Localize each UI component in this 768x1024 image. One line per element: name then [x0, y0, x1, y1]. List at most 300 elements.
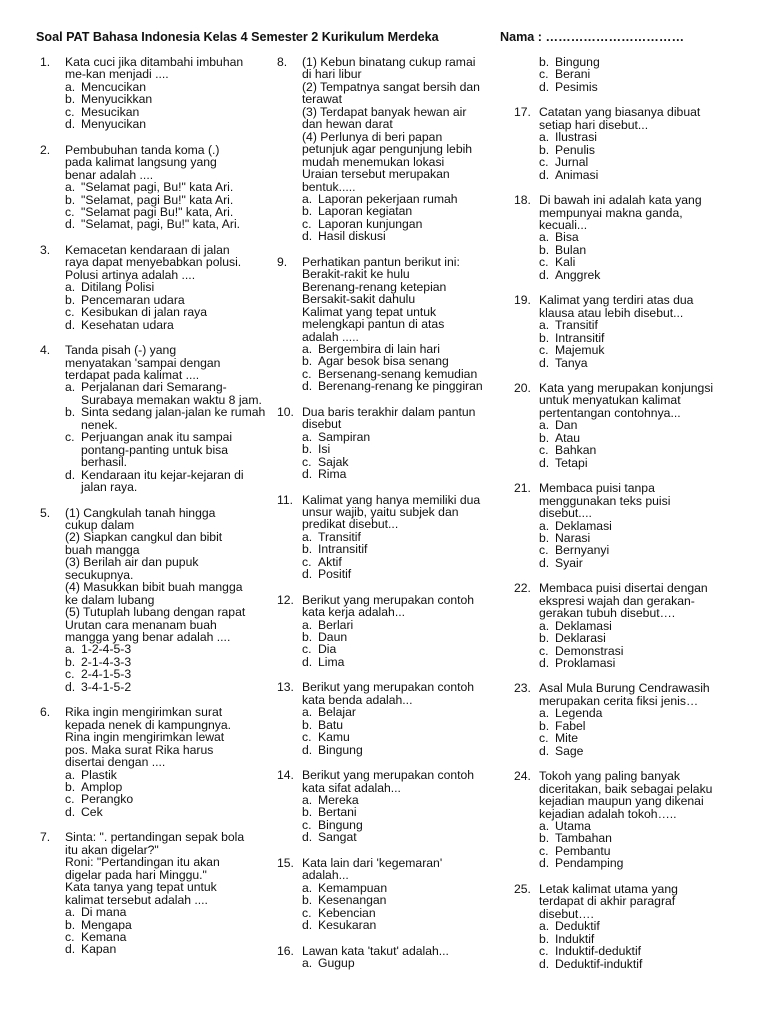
- option-text: Bersenang-senang kemudian: [318, 366, 478, 381]
- option-letter: c.: [65, 930, 75, 944]
- question-12: [277, 594, 503, 669]
- option-letter: a.: [302, 529, 313, 544]
- option-letter: d.: [65, 317, 76, 332]
- question-text-line: Uraian tersebut merupakan: [302, 167, 450, 182]
- option-letter: d.: [302, 742, 313, 757]
- question-4: [40, 344, 266, 493]
- question-text-line: Urutan cara menanam buah: [65, 617, 217, 632]
- option-letter: c.: [539, 731, 549, 746]
- answer-option: [539, 457, 744, 469]
- option-letter: d.: [302, 830, 313, 845]
- option-text: Batu: [318, 717, 344, 732]
- question-text-line: adalah .....: [302, 329, 359, 344]
- option-letter: b.: [539, 330, 550, 345]
- option-letter: a.: [539, 418, 550, 433]
- question-2: [40, 144, 266, 231]
- option-letter: b.: [539, 55, 550, 69]
- option-letter: a.: [65, 642, 76, 657]
- question-text-line: pada kalimat langsung yang: [65, 155, 217, 170]
- question-17: [514, 106, 744, 181]
- answer-options: [302, 193, 503, 243]
- question-text-line: buah mangga: [65, 542, 140, 557]
- question-text-line: adalah...: [302, 868, 349, 883]
- question-text-line: Dua baris terakhir dalam pantun: [302, 404, 476, 419]
- question-text-line: digelar pada hari Minggu.": [65, 867, 207, 882]
- option-text: Bulan: [555, 242, 587, 257]
- answer-options: [65, 769, 266, 819]
- option-letter: c.: [65, 792, 75, 807]
- option-letter: a.: [539, 706, 550, 721]
- question-text-line: me-kan menjadi ....: [65, 67, 169, 82]
- option-letter: d.: [302, 567, 313, 582]
- question-column-3: [514, 56, 744, 983]
- question-text-line: Lawan kata 'takut' adalah...: [302, 943, 449, 958]
- question-number: 2.: [40, 142, 51, 157]
- option-letter: a.: [302, 191, 313, 206]
- answer-options: [539, 131, 744, 181]
- question-text-line: Kata tanya yang tepat untuk: [65, 880, 217, 895]
- option-letter: d.: [302, 654, 313, 669]
- option-letter: a.: [539, 819, 550, 834]
- question-text-line: secukupnya.: [65, 567, 134, 582]
- question-text-line: Tokoh yang paling banyak: [539, 769, 680, 784]
- question-text-line: Sinta: ". pertandingan sepak bola: [65, 830, 245, 845]
- option-text: Utama: [555, 819, 591, 834]
- option-letter: a.: [65, 180, 76, 195]
- option-letter: b.: [539, 430, 550, 445]
- question-number: 22.: [514, 581, 531, 596]
- option-text: Sajak: [318, 454, 349, 469]
- option-letter: b.: [539, 931, 550, 946]
- question-text-line: dan hewan darat: [302, 117, 393, 132]
- question-text-line: kecuali...: [539, 217, 588, 232]
- option-letter: c.: [539, 944, 549, 959]
- question-text-line: unsur wajib, yaitu subjek dan: [302, 504, 459, 519]
- option-letter: d.: [65, 117, 76, 132]
- option-text: "Selamat pagi, Bu!" kata Ari.: [81, 180, 234, 195]
- option-letter: c.: [302, 642, 312, 657]
- option-letter: c.: [302, 216, 312, 231]
- question-text-line: Kalimat yang hanya memiliki dua: [302, 492, 481, 507]
- option-letter: a.: [65, 79, 76, 94]
- question-text-line: untuk menyatukan kalimat: [539, 393, 681, 408]
- option-letter: d.: [539, 555, 550, 570]
- option-letter: d.: [539, 79, 550, 94]
- option-text: 2-1-4-3-3: [81, 654, 132, 669]
- answer-options: [302, 343, 503, 393]
- option-letter: c.: [302, 454, 312, 469]
- question-14: [277, 769, 503, 844]
- option-letter: d.: [539, 267, 550, 282]
- question-text-line: Kata cuci jika ditambahi imbuhan: [65, 55, 244, 69]
- option-text: Kesukaran: [318, 918, 377, 933]
- question-text-line: mangga yang benar adalah ....: [65, 630, 231, 645]
- option-letter: c.: [539, 343, 549, 358]
- answer-options: [539, 920, 744, 970]
- question-text-line: Di bawah ini adalah kata yang: [539, 193, 702, 208]
- answer-option: [302, 831, 503, 843]
- question-text-line: Letak kalimat utama yang: [539, 881, 678, 896]
- option-text: Pesimis: [555, 79, 598, 94]
- option-text: Agar besok bisa senang: [318, 354, 449, 369]
- option-letter: c.: [539, 67, 549, 82]
- question-text-line: (4) Perlunya di beri papan: [302, 129, 443, 144]
- option-text: Kendaraan itu kejar-kejaran di jalan raya.: [81, 467, 244, 495]
- question-number: 5.: [40, 505, 51, 520]
- question-number: 7.: [40, 830, 51, 845]
- question-number: 16.: [277, 943, 294, 958]
- option-letter: b.: [539, 142, 550, 157]
- option-text: Belajar: [318, 705, 356, 720]
- option-text: Pendamping: [555, 856, 624, 871]
- answer-options: [539, 707, 744, 757]
- option-text: Kamu: [318, 730, 350, 745]
- answer-option: [539, 557, 744, 569]
- option-text: Kemana: [81, 930, 127, 944]
- answer-option: [302, 568, 503, 580]
- answer-options: [539, 56, 744, 93]
- option-letter: d.: [302, 379, 313, 394]
- option-text: 1-2-4-5-3: [81, 642, 132, 657]
- option-letter: b.: [302, 204, 313, 219]
- question-text-line: petunjuk agar pengunjung lebih: [302, 142, 473, 157]
- question-21: [514, 482, 744, 569]
- question-text-line: Tanda pisah (-) yang: [65, 343, 177, 358]
- question-text-line: kata kerja adalah...: [302, 605, 405, 620]
- question-text-line: menyatakan 'sampai dengan: [65, 355, 221, 370]
- question-text-line: raya dapat menyebabkan polusi.: [65, 255, 242, 270]
- option-letter: a.: [65, 905, 76, 920]
- option-letter: c.: [302, 366, 312, 381]
- question-text-line: (3) Terdapat banyak hewan air: [302, 104, 467, 119]
- answer-options: [65, 281, 266, 331]
- question-text-line: kalimat tersebut adalah ....: [65, 892, 208, 907]
- question-19: [514, 294, 744, 369]
- option-text: Induktif-deduktif: [555, 944, 642, 959]
- question-number: 11.: [277, 492, 294, 507]
- question-13: [277, 681, 503, 756]
- option-text: Di mana: [81, 905, 127, 920]
- question-text-line: (1) Cangkulah tanah hingga: [65, 505, 216, 520]
- answer-options: [65, 181, 266, 231]
- answer-options: [65, 381, 266, 493]
- option-text: Induktif: [555, 931, 595, 946]
- answer-option: [539, 958, 744, 970]
- option-text: Perjuangan anak itu sampai pontang-panting untuk bisa berhasil.: [81, 430, 233, 470]
- option-letter: b.: [539, 530, 550, 545]
- question-continued: [514, 56, 744, 93]
- question-text-line: Berakit-rakit ke hulu: [302, 267, 410, 282]
- question-text-line: disebut: [302, 417, 342, 432]
- question-text-line: Kata lain dari 'kegemaran': [302, 855, 443, 870]
- question-number: 8.: [277, 55, 288, 69]
- option-text: Mite: [555, 731, 579, 746]
- option-text: Anggrek: [555, 267, 601, 282]
- option-letter: c.: [302, 554, 312, 569]
- option-text: Kesibukan di jalan raya: [81, 305, 208, 320]
- option-letter: a.: [302, 705, 313, 720]
- question-text-line: kejadian adalah tokoh…..: [539, 806, 677, 821]
- answer-option: [65, 319, 266, 331]
- option-text: 2-4-1-5-3: [81, 667, 132, 682]
- option-letter: b.: [539, 831, 550, 846]
- answer-option: [539, 657, 744, 669]
- question-text-line: Berikut yang merupakan contoh: [302, 680, 475, 695]
- option-text: Intransitif: [318, 542, 368, 557]
- question-text-line: terawat: [302, 92, 342, 107]
- question-3: [40, 244, 266, 331]
- option-text: Bisa: [555, 230, 579, 245]
- option-letter: d.: [65, 217, 76, 232]
- option-letter: b.: [539, 718, 550, 733]
- question-11: [277, 494, 503, 581]
- answer-option: [539, 357, 744, 369]
- answer-options: [539, 620, 744, 670]
- question-text-line: di hari libur: [302, 67, 362, 82]
- option-letter: c.: [539, 643, 549, 658]
- option-text: Tambahan: [555, 831, 612, 846]
- option-text: Rima: [318, 467, 347, 482]
- question-text-line: Perhatikan pantun berikut ini:: [302, 254, 460, 269]
- option-letter: a.: [65, 380, 76, 395]
- option-letter: d.: [539, 856, 550, 871]
- answer-option: [65, 381, 266, 406]
- answer-option: [302, 431, 503, 443]
- option-letter: c.: [65, 667, 75, 682]
- option-text: "Selamat, pagi Bu!" kata Ari.: [81, 192, 234, 207]
- option-text: Bingung: [318, 742, 363, 757]
- question-25: [514, 883, 744, 970]
- option-letter: b.: [65, 292, 76, 307]
- question-number: 15.: [277, 855, 294, 870]
- answer-options: [302, 531, 503, 581]
- option-text: Proklamasi: [555, 656, 616, 671]
- option-letter: a.: [65, 280, 76, 295]
- option-letter: b.: [302, 717, 313, 732]
- answer-options: [65, 906, 266, 956]
- question-text-line: disebut....: [539, 506, 592, 521]
- option-letter: b.: [302, 354, 313, 369]
- question-text-line: mudah menemukan lokasi: [302, 154, 445, 169]
- answer-option: [65, 118, 266, 130]
- option-text: Berani: [555, 67, 591, 82]
- question-text-line: diceritakan, baik sebagai pelaku: [539, 781, 713, 796]
- option-text: Aktif: [318, 554, 342, 569]
- question-text-line: cukup dalam: [65, 517, 135, 532]
- option-text: Tetapi: [555, 455, 588, 470]
- question-text-line: Kemacetan kendaraan di jalan: [65, 242, 230, 257]
- answer-option: [539, 269, 744, 281]
- option-text: Kapan: [81, 942, 117, 957]
- answer-option: [65, 431, 266, 468]
- option-text: Menyucikkan: [81, 92, 153, 107]
- question-text-line: ke dalam lubang: [65, 592, 155, 607]
- option-letter: d.: [539, 167, 550, 182]
- question-text-line: Roni: "Pertandingan itu akan: [65, 855, 220, 870]
- question-text-line: Catatan yang biasanya dibuat: [539, 105, 701, 120]
- option-letter: c.: [65, 305, 75, 320]
- option-text: Bingung: [318, 817, 363, 832]
- question-number: 6.: [40, 705, 51, 720]
- option-text: Atau: [555, 430, 581, 445]
- question-text-line: Kalimat yang terdiri atas dua: [539, 293, 694, 308]
- option-letter: c.: [539, 843, 549, 858]
- option-text: Laporan kunjungan: [318, 216, 423, 231]
- answer-option: [302, 919, 503, 931]
- answer-option: [302, 957, 503, 969]
- option-letter: b.: [539, 242, 550, 257]
- question-text-line: Pembubuhan tanda koma (.): [65, 142, 220, 157]
- question-8: [277, 56, 503, 243]
- option-text: Ilustrasi: [555, 130, 597, 145]
- answer-option: [539, 81, 744, 93]
- question-number: 9.: [277, 254, 288, 269]
- question-text-line: merupakan cerita fiksi jenis…: [539, 693, 699, 708]
- option-text: Pencemaran udara: [81, 292, 185, 307]
- option-text: "Selamat, pagi, Bu!" kata, Ari.: [81, 217, 241, 232]
- option-text: Ditilang Polisi: [81, 280, 155, 295]
- question-text-line: Berikut yang merupakan contoh: [302, 592, 475, 607]
- option-text: Intransitif: [555, 330, 605, 345]
- option-letter: d.: [539, 355, 550, 370]
- option-letter: d.: [65, 679, 76, 694]
- question-5: [40, 507, 266, 694]
- option-text: Dan: [555, 418, 578, 433]
- option-text: Dia: [318, 642, 337, 657]
- option-text: Majemuk: [555, 343, 605, 358]
- option-letter: a.: [539, 318, 550, 333]
- question-number: 21.: [514, 481, 531, 496]
- answer-options: [302, 619, 503, 669]
- option-text: Syair: [555, 555, 583, 570]
- name-field: [500, 29, 684, 45]
- question-text-line: terdapat pada kalimat ....: [65, 367, 200, 382]
- option-letter: c.: [539, 155, 549, 170]
- question-text-line: Membaca puisi disertai dengan: [539, 581, 708, 596]
- option-text: Kebencian: [318, 905, 376, 920]
- option-letter: b.: [65, 92, 76, 107]
- answer-option: [302, 380, 503, 392]
- option-text: Transitif: [555, 318, 598, 333]
- answer-options: [302, 957, 503, 969]
- option-text: Hasil diskusi: [318, 229, 386, 244]
- option-text: Perjalanan dari Semarang-Surabaya memakan waktu 8 jam.: [81, 380, 262, 407]
- option-text: Mencucikan: [81, 79, 147, 94]
- option-text: Kesehatan udara: [81, 317, 174, 332]
- option-text: Pembantu: [555, 843, 611, 858]
- option-text: Gugup: [318, 956, 355, 970]
- answer-options: [539, 319, 744, 369]
- question-number: 14.: [277, 768, 294, 783]
- option-text: Lima: [318, 654, 345, 669]
- option-text: Bergembira di lain hari: [318, 341, 440, 356]
- option-letter: b.: [539, 631, 550, 646]
- question-text-line: bentuk.....: [302, 179, 356, 194]
- option-text: Amplop: [81, 780, 123, 795]
- option-text: Transitif: [318, 529, 361, 544]
- answer-option: [539, 169, 744, 181]
- option-letter: d.: [302, 467, 313, 482]
- answer-options: [302, 794, 503, 844]
- option-text: Animasi: [555, 167, 599, 182]
- option-letter: c.: [65, 104, 75, 119]
- option-text: Menyucikan: [81, 117, 147, 132]
- option-letter: c.: [302, 905, 312, 920]
- question-number: 12.: [277, 592, 294, 607]
- option-letter: a.: [302, 956, 313, 970]
- question-number: 3.: [40, 242, 51, 257]
- question-number: 1.: [40, 55, 51, 69]
- option-letter: a.: [539, 130, 550, 145]
- question-text-line: mempunyai makna ganda,: [539, 205, 683, 220]
- question-number: 19.: [514, 293, 531, 308]
- question-number: 18.: [514, 193, 531, 208]
- answer-options: [539, 520, 744, 570]
- option-text: Perangko: [81, 792, 134, 807]
- option-letter: d.: [65, 467, 76, 482]
- question-text-line: pertentangan contohnya...: [539, 405, 681, 420]
- option-letter: c.: [65, 430, 75, 445]
- answer-options: [65, 81, 266, 131]
- question-text-line: (2) Tempatnya sangat bersih dan: [302, 79, 480, 94]
- option-letter: d.: [539, 743, 550, 758]
- option-letter: b.: [302, 630, 313, 645]
- option-letter: d.: [65, 804, 76, 819]
- option-letter: d.: [539, 455, 550, 470]
- option-letter: a.: [302, 880, 313, 895]
- question-text-line: Rika ingin mengirimkan surat: [65, 705, 223, 720]
- option-letter: b.: [65, 654, 76, 669]
- question-text-line: Bersakit-sakit dahulu: [302, 292, 416, 307]
- answer-option: [302, 656, 503, 668]
- question-text-line: predikat disebut...: [302, 517, 399, 532]
- option-letter: a.: [302, 793, 313, 808]
- option-text: Deduktif: [555, 919, 600, 934]
- option-letter: b.: [302, 542, 313, 557]
- answer-option: [65, 469, 266, 494]
- question-text-line: kata benda adalah...: [302, 692, 413, 707]
- option-letter: c.: [302, 817, 312, 832]
- option-letter: b.: [302, 805, 313, 820]
- option-letter: a.: [539, 618, 550, 633]
- question-number: 23.: [514, 681, 531, 696]
- option-text: 3-4-1-5-2: [81, 679, 132, 694]
- option-letter: a.: [302, 617, 313, 632]
- option-letter: b.: [302, 893, 313, 908]
- option-text: Kesenangan: [318, 893, 387, 908]
- question-text-line: Berenang-renang ketepian: [302, 279, 447, 294]
- question-text-line: benar adalah ....: [65, 167, 154, 182]
- option-letter: c.: [302, 730, 312, 745]
- option-text: Sampiran: [318, 429, 371, 444]
- option-letter: b.: [302, 442, 313, 457]
- option-text: Fabel: [555, 718, 586, 733]
- question-number: 20.: [514, 380, 531, 395]
- question-20: [514, 382, 744, 469]
- option-text: Berenang-renang ke pinggiran: [318, 379, 483, 394]
- question-column-2: [277, 56, 503, 982]
- question-number: 24.: [514, 769, 531, 784]
- question-text-line: Asal Mula Burung Cendrawasih: [539, 681, 710, 696]
- question-text-line: kepada nenek di kampungnya.: [65, 717, 232, 732]
- option-text: Legenda: [555, 706, 603, 721]
- name-blank: ……………………………: [545, 30, 685, 44]
- option-text: Jurnal: [555, 155, 589, 170]
- option-text: Daun: [318, 630, 348, 645]
- question-column-1: [40, 56, 266, 969]
- question-text-line: Kalimat yang tepat untuk: [302, 304, 437, 319]
- answer-options: [539, 419, 744, 469]
